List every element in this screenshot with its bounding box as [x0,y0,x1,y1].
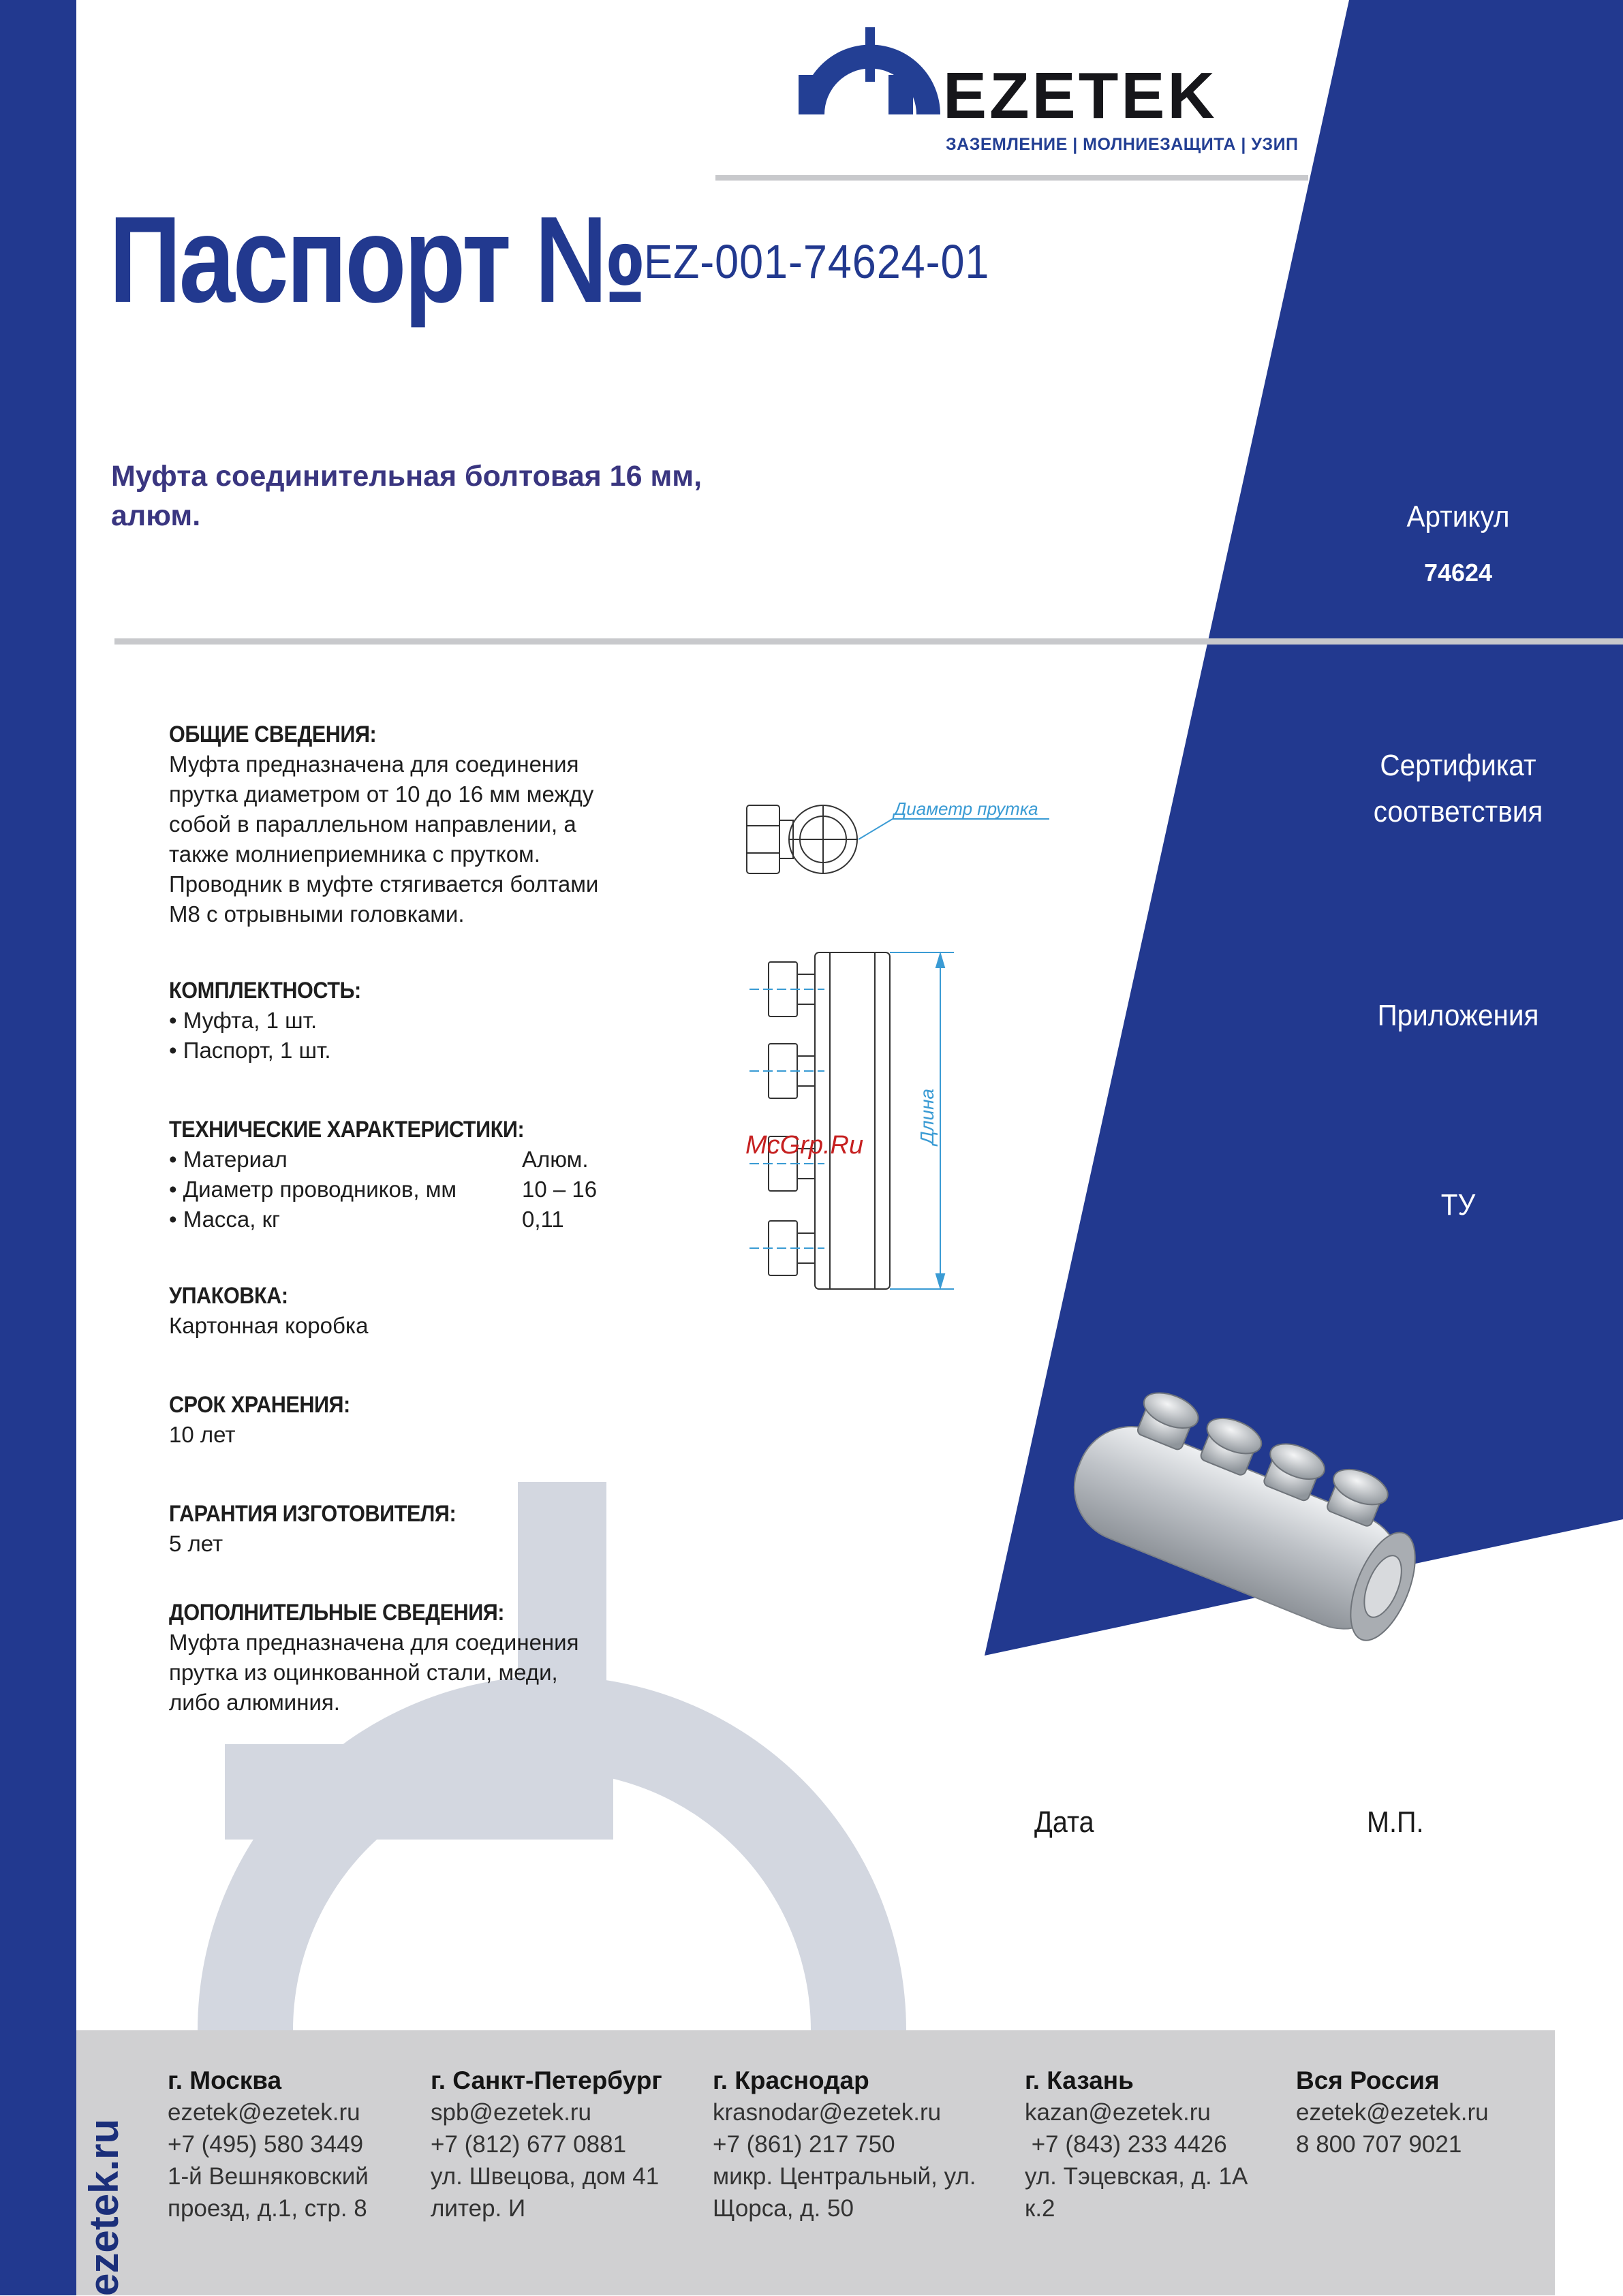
product-name [111,456,792,536]
list-item: • Паспорт, 1 шт. [169,1038,331,1063]
diameter-label: Диаметр прутка [894,798,1038,819]
office-city: г. Краснодар [713,2066,869,2094]
office-city: г. Санкт-Петербург [431,2066,662,2094]
office-city: Вся Россия [1296,2066,1440,2094]
spec-row [169,1205,782,1235]
section-heading: УПАКОВКА: [169,1283,288,1309]
tu-label: ТУ [1440,1188,1476,1222]
section-heading: КОМПЛЕКТНОСТЬ: [169,978,361,1004]
logo-mark-icon [799,27,940,114]
office-email[interactable]: kazan@ezetek.ru [1025,2099,1211,2126]
section-general [169,719,646,929]
article-value: 74624 [1423,559,1493,587]
product-name-line2: алюм. [111,499,201,532]
office-phone[interactable]: +7 (812) 677 0881 [431,2131,627,2158]
logo-tagline: ЗАЗЕМЛЕНИЕ | МОЛНИЕЗАЩИТА | УЗИП [946,135,1299,154]
spec-row [169,1175,782,1205]
logo-wordmark: EZETEK [943,59,1218,132]
office-address: ул. Швецова, дом 41 [431,2163,660,2190]
text-line: 10 лет [169,1422,236,1447]
certificate-label [1345,743,1571,835]
office-address: проезд, д.1, стр. 8 [168,2195,367,2222]
office-spb [431,2064,662,2224]
spec-value: 10 – 16 [522,1177,598,1202]
office-kazan [1025,2064,1248,2224]
office-address: микр. Центральный, ул. [713,2163,976,2190]
article-label: Артикул [1406,500,1510,533]
office-krasnodar [713,2064,976,2224]
technical-drawing [736,777,1063,1301]
office-city: г. Казань [1025,2066,1134,2094]
text-line: М8 с отрывными головками. [169,901,465,927]
text-line: также молниеприемника с прутком. [169,841,540,867]
office-city: г. Москва [168,2066,282,2094]
section-heading: ОБЩИЕ СВЕДЕНИЯ: [169,722,377,747]
office-email[interactable]: ezetek@ezetek.ru [1296,2099,1489,2126]
text-line: 5 лет [169,1531,223,1556]
section-tech [169,1115,782,1235]
office-address: к.2 [1025,2195,1055,2222]
office-address: литер. И [431,2195,526,2222]
office-moscow [168,2064,369,2224]
office-email[interactable]: krasnodar@ezetek.ru [713,2099,942,2126]
spec-value: Алюм. [522,1147,589,1172]
footer-website[interactable]: ezetek.ru [81,2118,127,2296]
spec-key: • Диаметр проводников, мм [169,1177,457,1202]
section-storage [169,1390,646,1450]
spec-value: 0,11 [522,1207,564,1232]
bolt-heads [769,962,815,1275]
watermark-text: McGrp.Ru [745,1131,864,1160]
passport-number: EZ-001-74624-01 [644,235,990,288]
office-address: ул. Тэцевская, д. 1А [1025,2163,1248,2190]
text-line: прутка из оцинкованной стали, меди, [169,1660,558,1685]
certificate-line1: Сертификат [1380,749,1536,782]
office-phone[interactable]: 8 800 707 9021 [1296,2131,1462,2158]
section-packing [169,1281,646,1341]
section-extra [169,1598,646,1718]
office-russia [1296,2064,1489,2160]
section-heading: ТЕХНИЧЕСКИЕ ХАРАКТЕРИСТИКИ: [169,1117,525,1143]
text-line: Муфта предназначена для соединения [169,751,579,777]
spec-key: • Масса, кг [169,1207,281,1232]
text-line: Муфта предназначена для соединения [169,1630,579,1655]
seal-label: М.П. [1367,1805,1424,1839]
spec-row [169,1145,782,1175]
office-phone[interactable]: +7 (843) 233 4426 [1025,2131,1227,2158]
attachments-label: Приложения [1377,999,1539,1032]
office-email[interactable]: spb@ezetek.ru [431,2099,591,2126]
list-item: • Муфта, 1 шт. [169,1008,318,1033]
office-address: Щорса, д. 50 [713,2195,854,2222]
office-email[interactable]: ezetek@ezetek.ru [168,2099,360,2126]
text-line: либо алюминия. [169,1690,340,1715]
office-phone[interactable]: +7 (495) 580 3449 [168,2131,364,2158]
office-address: 1-й Вешняковский [168,2163,369,2190]
text-line: прутка диаметром от 10 до 16 мм между [169,781,594,807]
section-warranty [169,1499,646,1559]
section-heading: СРОК ХРАНЕНИЯ: [169,1392,350,1418]
date-label: Дата [1034,1805,1094,1839]
page-title: Паспорт № [109,191,645,328]
section-heading: ГАРАНТИЯ ИЗГОТОВИТЕЛЯ: [169,1501,457,1527]
section-kit [169,976,646,1066]
product-photo [1049,1369,1431,1710]
spec-key: • Материал [169,1147,288,1172]
text-line: собой в параллельном направлении, а [169,811,576,837]
certificate-line2: соответствия [1373,795,1543,828]
length-label: Длина [916,1088,938,1145]
text-line: Картонная коробка [169,1313,369,1338]
product-name-line1: Муфта соединительная болтовая 16 мм, [111,460,702,493]
text-line: Проводник в муфте стягивается болтами [169,871,599,897]
section-heading: ДОПОЛНИТЕЛЬНЫЕ СВЕДЕНИЯ: [169,1600,505,1626]
office-phone[interactable]: +7 (861) 217 750 [713,2131,895,2158]
